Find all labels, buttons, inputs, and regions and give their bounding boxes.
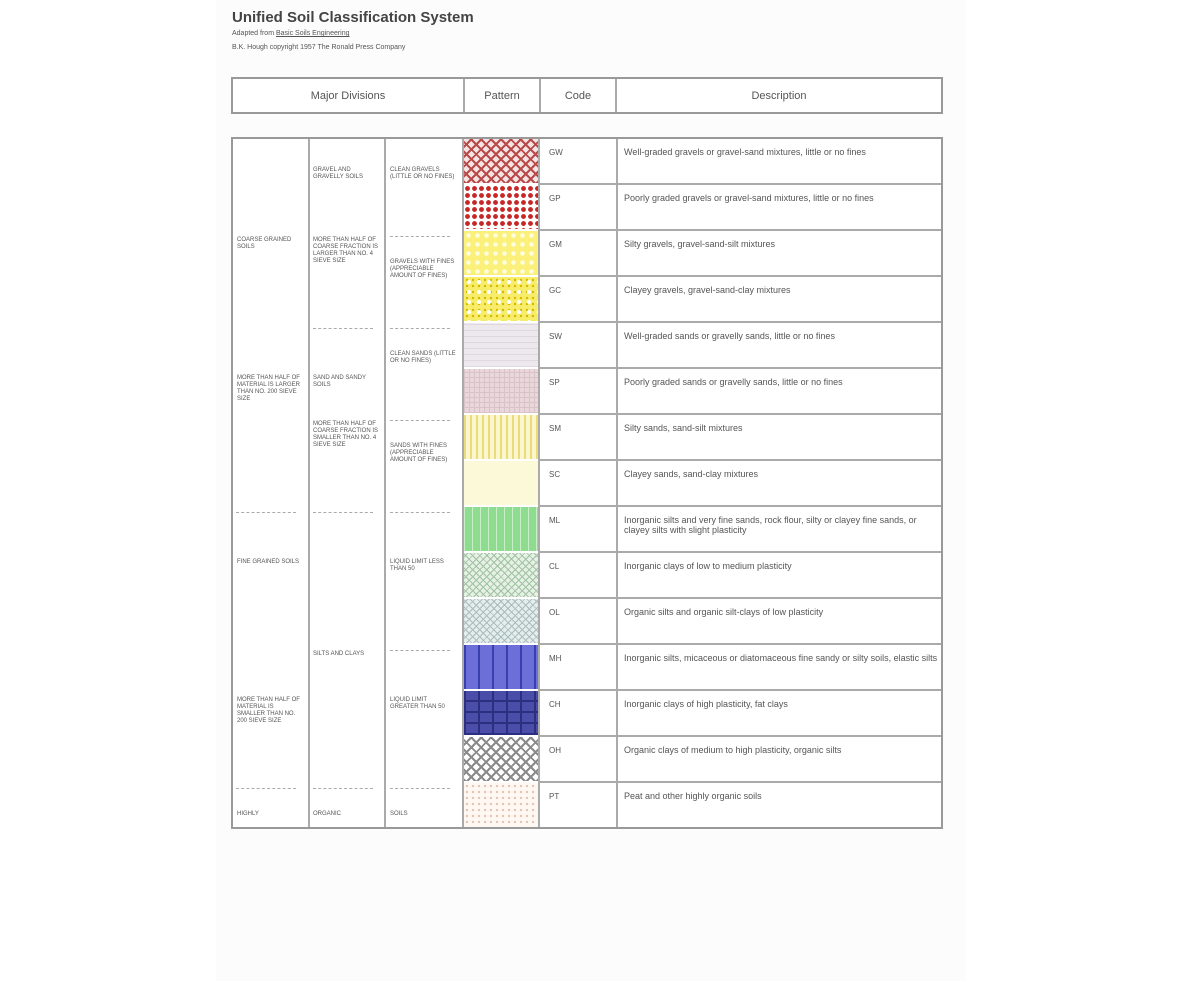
- divider: [390, 512, 450, 514]
- soil-description: Inorganic clays of low to medium plasticity: [624, 561, 792, 571]
- soil-description: Poorly graded gravels or gravel-sand mixtures, little or no fines: [624, 193, 874, 203]
- row-divider: [540, 459, 941, 461]
- pattern-swatch: [464, 783, 538, 827]
- pattern-swatch: [464, 461, 538, 505]
- soil-code: GP: [549, 194, 561, 203]
- row-divider: [540, 643, 941, 645]
- pattern-swatch: [464, 369, 538, 413]
- soils-label: SOILS: [390, 811, 408, 817]
- sands-with-fines-label: SANDS WITH FINES (APPRECIABLE AMOUNT OF FINES): [390, 443, 448, 463]
- silts-clays-label: SILTS AND CLAYS: [313, 651, 365, 657]
- soil-description: Inorganic clays of high plasticity, fat clays: [624, 699, 788, 709]
- pattern-swatch: [464, 507, 538, 551]
- header-major-divisions: Major Divisions: [233, 79, 465, 112]
- divider: [390, 650, 450, 652]
- soil-description: Inorganic silts, micaceous or diatomaceous fine sandy or silty soils, elastic silts: [624, 653, 938, 663]
- clean-gravels-label: CLEAN GRAVELS (LITTLE OR NO FINES): [390, 167, 455, 180]
- divider: [308, 139, 310, 827]
- soil-description: Peat and other highly organic soils: [624, 791, 762, 801]
- soil-description: Clayey sands, sand-clay mixtures: [624, 469, 759, 479]
- coarse-grained-label: COARSE GRAINED SOILS: [237, 237, 292, 250]
- divider: [313, 788, 373, 790]
- divider: [313, 512, 373, 514]
- pattern-swatch: [464, 737, 538, 781]
- row-divider: [540, 505, 941, 507]
- gravel-note: MORE THAN HALF OF COARSE FRACTION IS LARGER THAN NO. 4 SIEVE SIZE: [313, 237, 379, 264]
- pattern-swatch: [464, 553, 538, 597]
- coarse-grained-note: MORE THAN HALF OF MATERIAL IS LARGER THAN NO. 200 SIEVE SIZE: [237, 375, 301, 402]
- liquid-limit-high-label: LIQUID LIMIT GREATER THAN 50: [390, 697, 445, 710]
- soil-description: Organic silts and organic silt-clays of low plasticity: [624, 607, 824, 617]
- sand-note: MORE THAN HALF OF COARSE FRACTION IS SMALLER THAN NO. 4 SIEVE SIZE: [313, 421, 379, 448]
- row-divider: [540, 367, 941, 369]
- pattern-swatch: [464, 645, 538, 689]
- soil-description: Inorganic silts and very fine sands, rock flour, silty or clayey fine sands, or clayey silts with slight plasticity: [624, 515, 917, 535]
- classification-table: [231, 137, 943, 829]
- column-header-row: [231, 77, 943, 114]
- pattern-swatch: [464, 691, 538, 735]
- soil-code: SW: [549, 332, 562, 341]
- soil-description: Silty gravels, gravel-sand-silt mixtures: [624, 239, 776, 249]
- soil-code: OH: [549, 746, 561, 755]
- soil-code: PT: [549, 792, 560, 801]
- header-pattern: Pattern: [465, 79, 541, 112]
- divider: [384, 139, 386, 827]
- divider: [616, 139, 618, 827]
- row-divider: [540, 781, 941, 783]
- row-divider: [540, 275, 941, 277]
- fine-grained-note: MORE THAN HALF OF MATERIAL IS SMALLER THAN NO. 200 SIEVE SIZE: [237, 697, 300, 724]
- row-divider: [540, 183, 941, 185]
- source-link[interactable]: Basic Soils Engineering: [275, 30, 350, 37]
- soil-code: MH: [549, 654, 562, 663]
- soil-code: GC: [549, 286, 561, 295]
- divider: [390, 328, 450, 330]
- divider: [236, 512, 296, 514]
- copyright-line: B.K. Hough copyright 1957 The Ronald Press Company: [232, 44, 406, 51]
- header-code: Code: [541, 79, 617, 112]
- row-divider: [540, 735, 941, 737]
- source-line: [232, 30, 350, 37]
- row-divider: [540, 551, 941, 553]
- divider: [313, 328, 373, 330]
- pattern-swatch: [464, 185, 538, 229]
- divider: [390, 420, 450, 422]
- row-divider: [540, 689, 941, 691]
- soil-description: Well-graded sands or gravelly sands, little or no fines: [624, 331, 835, 341]
- page-title: Unified Soil Classification System: [232, 9, 474, 26]
- soil-code: CL: [549, 562, 560, 571]
- soil-code: SC: [549, 470, 561, 479]
- soil-code: GW: [549, 148, 563, 157]
- soil-description: Organic clays of medium to high plasticity, organic silts: [624, 745, 842, 755]
- sand-label: SAND AND SANDY SOILS: [313, 375, 366, 388]
- liquid-limit-low-label: LIQUID LIMIT LESS THAN 50: [390, 559, 444, 572]
- soil-description: Silty sands, sand-silt mixtures: [624, 423, 743, 433]
- divider: [390, 788, 450, 790]
- soil-code: SM: [549, 424, 561, 433]
- soil-description: Well-graded gravels or gravel-sand mixtures, little or no fines: [624, 147, 866, 157]
- pattern-swatch: [464, 139, 538, 183]
- source-prefix: Adapted from: [232, 30, 275, 37]
- divider: [236, 788, 296, 790]
- gravels-with-fines-label: GRAVELS WITH FINES (APPRECIABLE AMOUNT OF FINES): [390, 259, 455, 279]
- organic-label: ORGANIC: [313, 811, 342, 817]
- clean-sands-label: CLEAN SANDS (LITTLE OR NO FINES): [390, 351, 456, 364]
- row-divider: [540, 597, 941, 599]
- header-description: Description: [751, 89, 807, 102]
- row-divider: [540, 413, 941, 415]
- divider: [390, 236, 450, 238]
- soil-description: Clayey gravels, gravel-sand-clay mixtures: [624, 285, 791, 295]
- soil-code: OL: [549, 608, 560, 617]
- soil-code: CH: [549, 700, 561, 709]
- soil-code: GM: [549, 240, 562, 249]
- soil-description: Poorly graded sands or gravelly sands, little or no fines: [624, 377, 843, 387]
- row-divider: [540, 229, 941, 231]
- divider: [538, 139, 540, 827]
- pattern-swatch: [464, 599, 538, 643]
- pattern-swatch: [464, 231, 538, 275]
- soil-code: ML: [549, 516, 561, 525]
- soil-code: SP: [549, 378, 560, 387]
- fine-grained-label: FINE GRAINED SOILS: [237, 559, 300, 565]
- row-divider: [540, 321, 941, 323]
- pattern-swatch: [464, 277, 538, 321]
- pattern-swatch: [464, 415, 538, 459]
- gravel-label: GRAVEL AND GRAVELLY SOILS: [313, 167, 364, 180]
- pattern-swatch: [464, 323, 538, 367]
- highly-organic-label: HIGHLY: [237, 811, 259, 817]
